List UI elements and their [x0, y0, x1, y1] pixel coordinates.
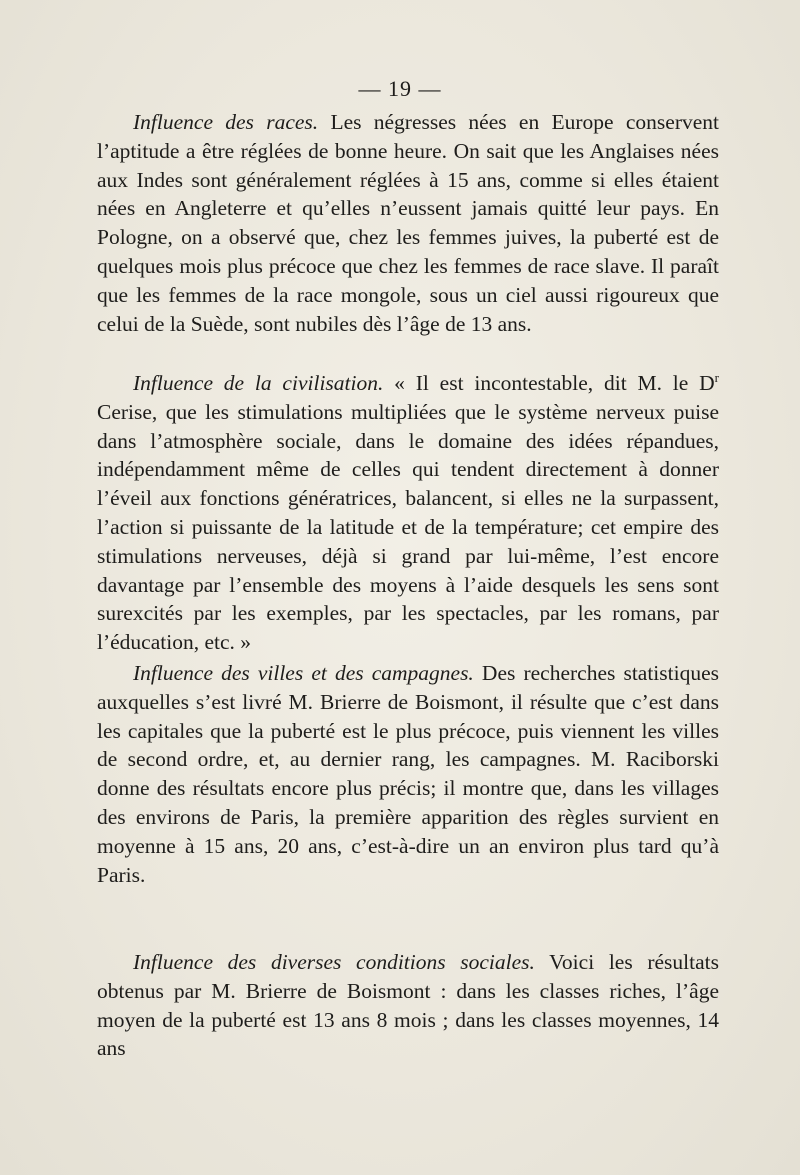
paragraph-races [97, 108, 719, 338]
paragraph-text-races: Les négresses nées en Europe conservent l’aptitude a être réglées de bonne heure. On sait que les Anglaises nées aux Indes sont généralement réglées à 15 ans, comme si elles étaient nées en Angleterre et qu’elles n’eussent jamais quitté leur pays. En Pologne, on a observé que, chez les femmes juives, la puberté est de quelques mois plus précoce que chez les femmes de race slave. Il paraît que les femmes de la race mongole, sous un ciel aussi rigoureux que celui de la Suède, sont nubiles dès l’âge de 13 ans. [97, 110, 719, 336]
paragraph-text-civilisation-part1: « Il est incontestable, dit M. le D [383, 371, 715, 395]
paragraph-text-civilisation-part2: Cerise, que les stimulations multipliées que le système nerveux puise dans l’atmosphère sociale, dans le domaine des idées répandues, indépendamment même de celles qui tendent directement à donner l’éveil aux fonctions génératrices, balancent, si elles ne la surpassent, l’action si puissante de la latitude et de la température; cet empire des stimulations nerveuses, déjà si grand par lui-même, l’est encore davantage par l’ensemble des moyens à l’aide desquels les sens sont surexcités par les exemples, par les spectacles, par les romans, par l’éducation, etc. » [97, 399, 719, 655]
paragraph-heading-races: Influence des races. [133, 110, 319, 134]
paragraph-conditions-sociales [97, 948, 719, 1063]
page-number: — 19 — [358, 76, 442, 101]
paragraph-text-conditions: Voici les résultats obtenus par M. Brierre de Boismont : dans les classes riches, l’âge moyen de la puberté est 13 ans 8 mois ; dans les classes moyennes, 14 ans [97, 950, 720, 1061]
paragraph-villes-campagnes [97, 659, 719, 889]
superscript-docteur: r [714, 369, 719, 385]
paragraph-text-villes: Des recherches statistiques auxquelles s’est livré M. Brierre de Boismont, il résulte que c’est dans les capitales que la puberté est le plus précoce, puis viennent les villes de second ordre, et, au dernier rang, les campagnes. M. Raciborski donne des résultats encore plus précis; il montre que, dans les villages des environs de Paris, la première apparition des règles survient en moyenne à 15 ans, 20 ans, c’est-à-dire un an environ plus tard qu’à Paris. [97, 661, 720, 887]
paragraph-heading-villes: Influence des villes et des campagnes. [133, 661, 474, 685]
paragraph-heading-civilisation: Influence de la civilisation. [133, 371, 384, 395]
paragraph-heading-conditions: Influence des diverses conditions sociales. [133, 950, 535, 974]
paragraph-civilisation [97, 369, 719, 657]
